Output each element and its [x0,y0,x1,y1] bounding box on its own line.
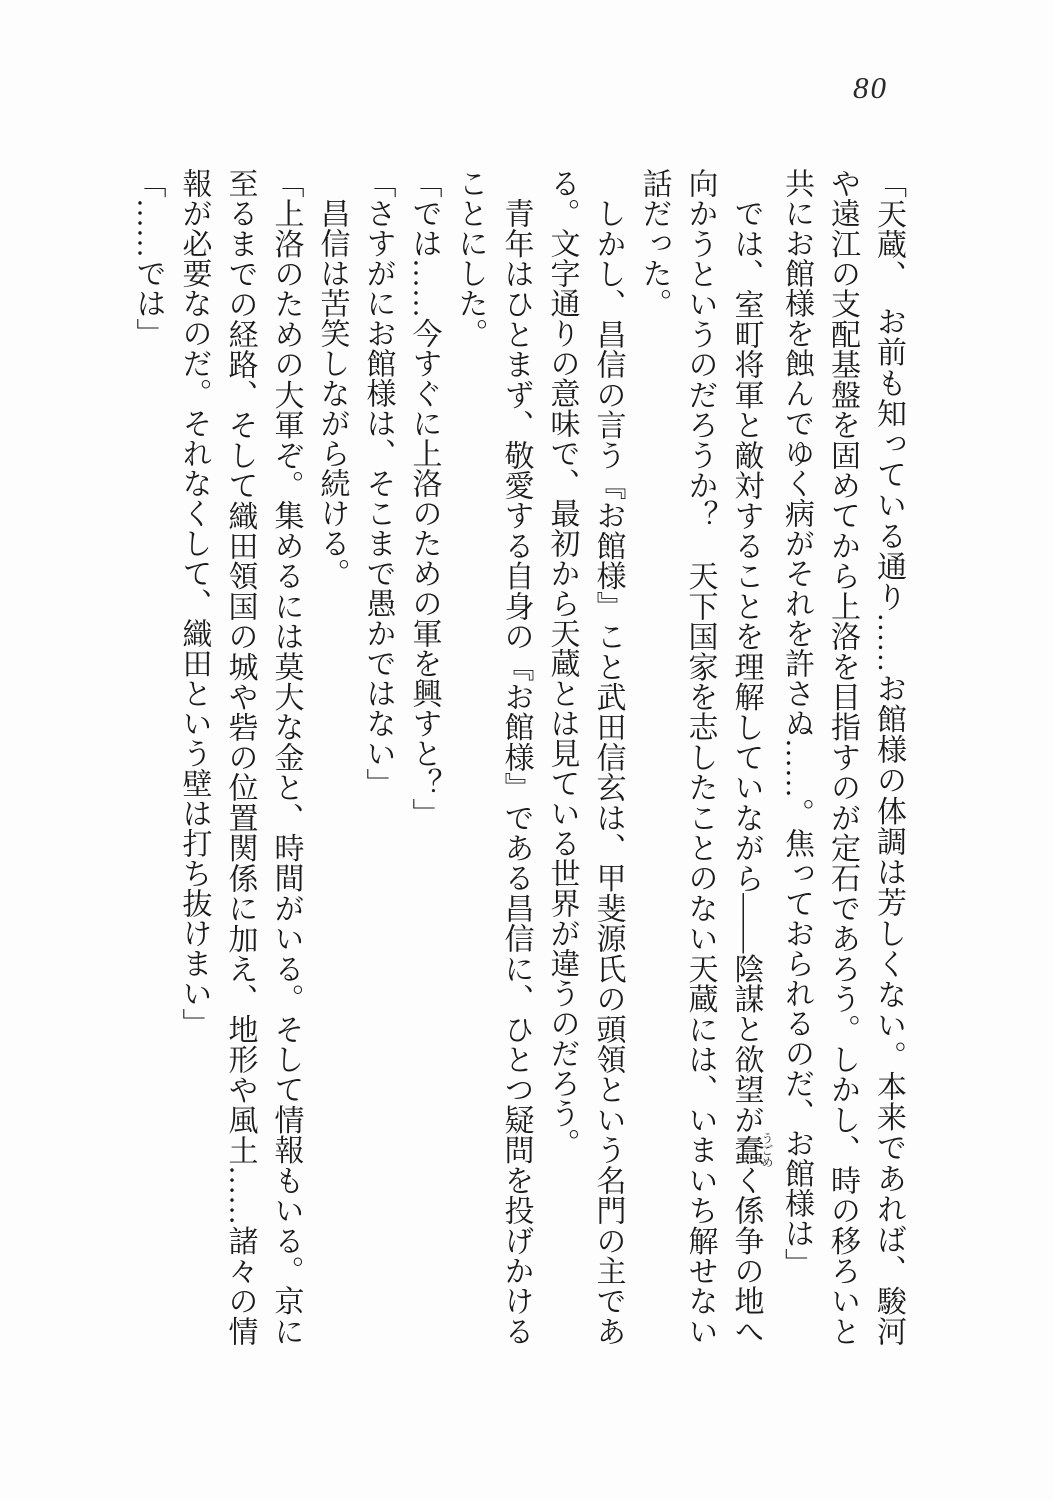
paragraph: しかし、昌信の言う『お館様』こと武田信玄は、甲斐源氏の頭領という名門の主である。文字通りの意味で、最初から天蔵とは見ている世界が違うのだろう。 [545,168,625,1347]
paragraph: 青年はひとまず、敬愛する自身の『お館様』である昌信に、ひとつ疑問を投げかけることにした。 [453,168,533,1346]
text-block [125,168,912,1346]
paragraph: 「では……今すぐに上洛のための軍を興すと？」 [407,168,441,828]
paragraph: 「さすがにお館様は、そこまで愚かではない」 [361,168,395,798]
paragraph: では、室町将軍と敵対することを理解していながら――陰謀と欲望が蠢うごめく係争の地へ向かうというのだろうか？ 天下国家を志したことのない天蔵には、いまいち解せない話だった。 [637,168,774,1347]
page-number: 80 [853,70,888,105]
paragraph: 「上洛のための大軍ぞ。集めるには莫大な金と、時間がいる。そして情報もいる。京に至るまでの経路、そして織田領国の城や砦の位置関係に加え、地形や風土……諸々の情報が必要なのだ。それなくして、織田という壁は打ち抜けまい」 [177,168,303,1346]
paragraph: 「……では」 [131,168,165,348]
paragraph: 「天蔵、 お前も知っている通り……お館様の体調は芳しくない。本来であれば、駿河や遠江の支配基盤を固めてから上洛を目指すのが定石であろう。しかし、時の移ろいと共にお館様を蝕んでゆく病がそれを許さぬ……。焦っておられるのだ、お館様は」 [780,168,905,1346]
paragraph: 昌信は苦笑しながら続ける。 [315,168,349,588]
